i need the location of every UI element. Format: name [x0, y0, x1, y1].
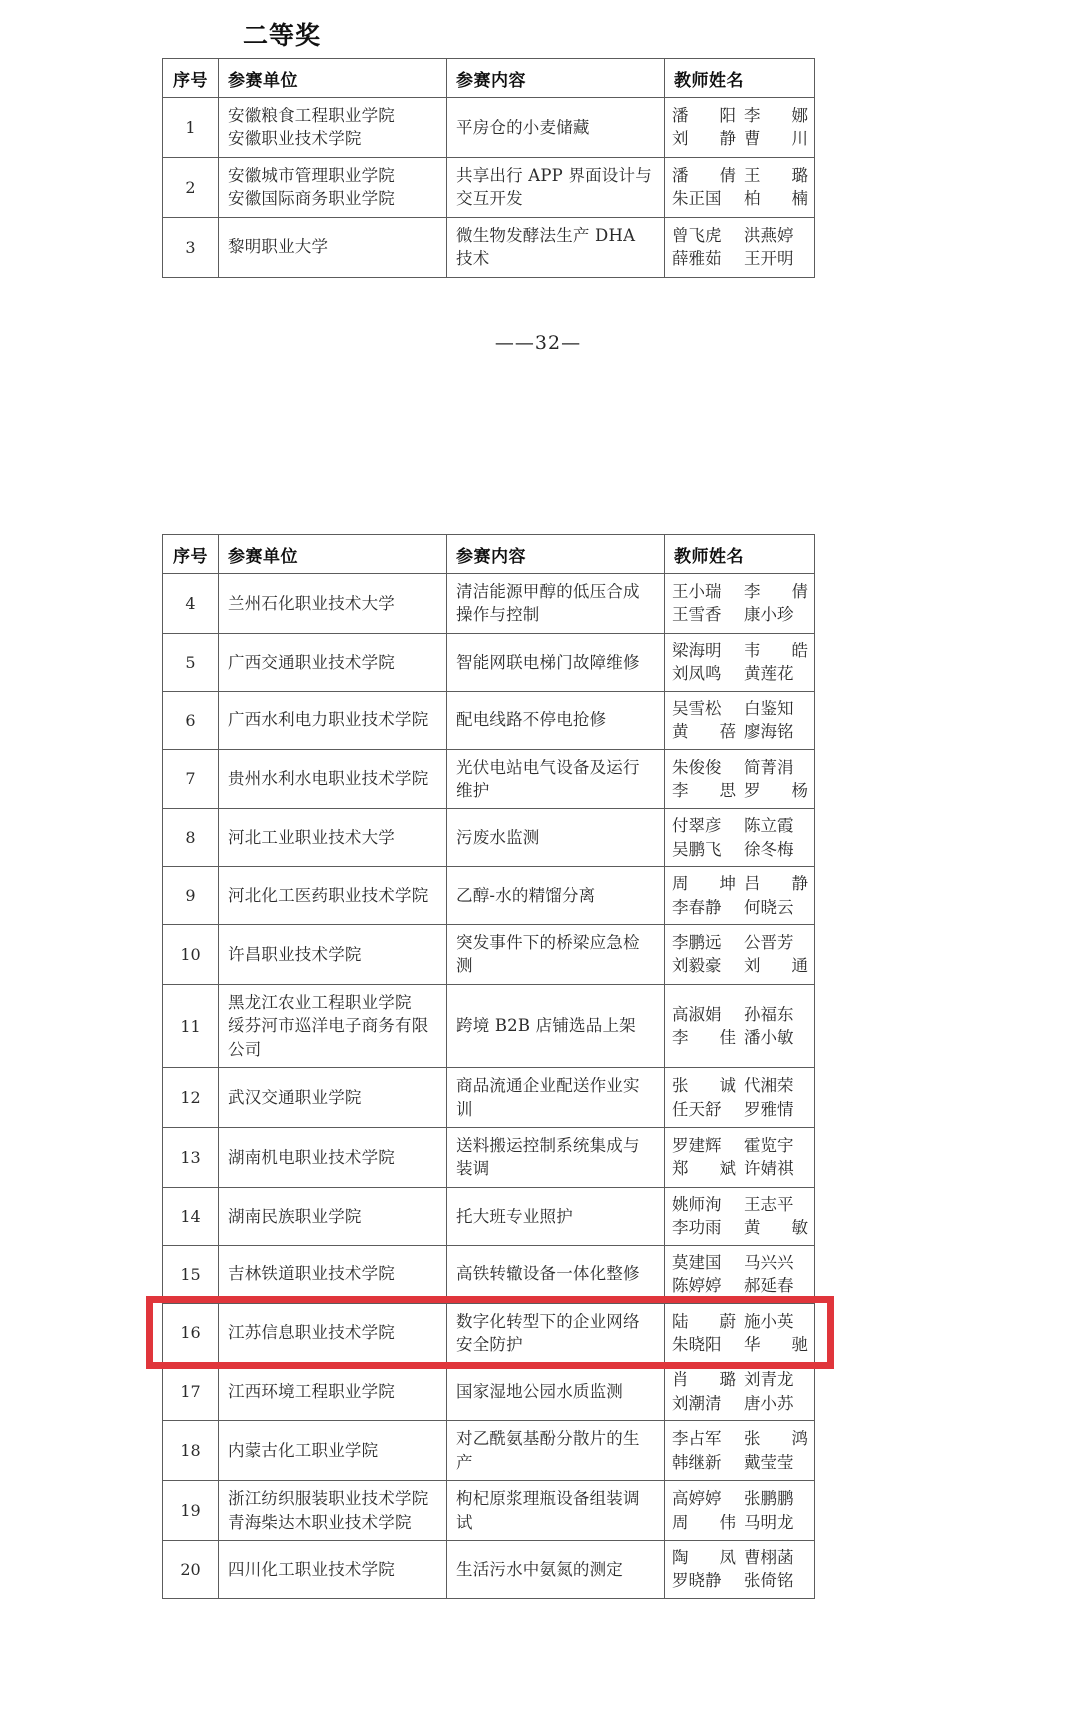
- cell-content: 光伏电站电气设备及运行维护: [447, 749, 665, 809]
- cell-teachers: 付翠彦 陈立霞 吴鹏飞 徐冬梅: [665, 809, 815, 867]
- cell-teachers: 周 坤 吕 静 李春静 何晓云: [665, 867, 815, 925]
- table-row: [163, 1421, 815, 1481]
- cell-content: 配电线路不停电抢修: [447, 691, 665, 749]
- cell-teachers: 王小瑞 李 倩 王雪香 康小珍: [665, 574, 815, 634]
- cell-unit: 安徽城市管理职业学院 安徽国际商务职业学院: [219, 157, 447, 217]
- header-cell-content: 参赛内容: [447, 535, 665, 574]
- cell-index: 3: [163, 217, 219, 277]
- table-row: [163, 749, 815, 809]
- cell-teachers: 莫建国 马兴兴 陈婷婷 郝延春: [665, 1245, 815, 1303]
- cell-content: 微生物发酵法生产 DHA 技术: [447, 217, 665, 277]
- cell-unit: 河北工业职业技术大学: [219, 809, 447, 867]
- cell-content: 托大班专业照护: [447, 1187, 665, 1245]
- cell-content: 共享出行 APP 界面设计与交互开发: [447, 157, 665, 217]
- cell-content: 生活污水中氨氮的测定: [447, 1540, 665, 1598]
- cell-index: 7: [163, 749, 219, 809]
- cell-index: 17: [163, 1363, 219, 1421]
- cell-unit: 吉林铁道职业技术学院: [219, 1245, 447, 1303]
- cell-content: 送料搬运控制系统集成与装调: [447, 1128, 665, 1188]
- cell-unit: 浙江纺织服装职业技术学院 青海柴达木职业技术学院: [219, 1481, 447, 1541]
- cell-unit: 河北化工医药职业技术学院: [219, 867, 447, 925]
- header-cell-unit: 参赛单位: [219, 535, 447, 574]
- cell-index: 2: [163, 157, 219, 217]
- cell-index: 11: [163, 984, 219, 1067]
- header-cell-teachers: 教师姓名: [665, 59, 815, 98]
- cell-teachers: 陆 蔚 施小英 朱晓阳 华 驰: [665, 1303, 815, 1363]
- cell-unit: 兰州石化职业技术大学: [219, 574, 447, 634]
- cell-index: 18: [163, 1421, 219, 1481]
- cell-teachers: 李鹏远 公晋芳 刘毅豪 刘 通: [665, 925, 815, 985]
- table-row: [163, 1187, 815, 1245]
- table-row: [163, 867, 815, 925]
- cell-index: 12: [163, 1068, 219, 1128]
- table-row: [163, 1540, 815, 1598]
- table-row: [163, 1481, 815, 1541]
- table-header-row: [163, 535, 815, 574]
- cell-teachers: 潘 倩 王 璐 朱正国 柏 楠: [665, 157, 815, 217]
- header-cell-index: 序号: [163, 535, 219, 574]
- cell-content: 枸杞原浆理瓶设备组装调试: [447, 1481, 665, 1541]
- table-row: [163, 1128, 815, 1188]
- cell-teachers: 曾飞虎 洪燕婷 薛雅茹 王开明: [665, 217, 815, 277]
- cell-unit: 黑龙江农业工程职业学院 绥芬河市巡洋电子商务有限 公司: [219, 984, 447, 1067]
- cell-content: 平房仓的小麦储藏: [447, 98, 665, 158]
- cell-unit: 内蒙古化工职业学院: [219, 1421, 447, 1481]
- cell-teachers: 朱俊俊 简菁涓 李 思 罗 杨: [665, 749, 815, 809]
- cell-index: 10: [163, 925, 219, 985]
- cell-content: 跨境 B2B 店铺选品上架: [447, 984, 665, 1067]
- cell-teachers: 姚师洵 王志平 李功雨 黄 敏: [665, 1187, 815, 1245]
- cell-content: 突发事件下的桥梁应急检测: [447, 925, 665, 985]
- cell-index: 16: [163, 1303, 219, 1363]
- cell-unit: 江苏信息职业技术学院: [219, 1303, 447, 1363]
- cell-content: 商品流通企业配送作业实训: [447, 1068, 665, 1128]
- cell-content: 乙醇-水的精馏分离: [447, 867, 665, 925]
- table-header-row: [163, 59, 815, 98]
- cell-index: 1: [163, 98, 219, 158]
- table-row: [163, 809, 815, 867]
- cell-teachers: 吴雪松 白鉴知 黄 蓓 廖海铭: [665, 691, 815, 749]
- table-row: [163, 691, 815, 749]
- table-row: [163, 633, 815, 691]
- cell-content: 污废水监测: [447, 809, 665, 867]
- table-row: [163, 1363, 815, 1421]
- table-row: [163, 1303, 815, 1363]
- cell-unit: 安徽粮食工程职业学院 安徽职业技术学院: [219, 98, 447, 158]
- award-table-first: [162, 58, 815, 278]
- cell-unit: 湖南民族职业学院: [219, 1187, 447, 1245]
- cell-teachers: 高婷婷 张鹏鹏 周 伟 马明龙: [665, 1481, 815, 1541]
- cell-index: 15: [163, 1245, 219, 1303]
- cell-unit: 许昌职业技术学院: [219, 925, 447, 985]
- cell-teachers: 高淑娟 孙福东 李 佳 潘小敏: [665, 984, 815, 1067]
- award-table-second: [162, 534, 815, 1599]
- cell-content: 数字化转型下的企业网络安全防护: [447, 1303, 665, 1363]
- cell-teachers: 李占军 张 鸿 韩继新 戴莹莹: [665, 1421, 815, 1481]
- cell-unit: 武汉交通职业学院: [219, 1068, 447, 1128]
- header-cell-unit: 参赛单位: [219, 59, 447, 98]
- cell-unit: 广西水利电力职业技术学院: [219, 691, 447, 749]
- cell-content: 对乙酰氨基酚分散片的生产: [447, 1421, 665, 1481]
- header-cell-content: 参赛内容: [447, 59, 665, 98]
- table-row: [163, 984, 815, 1067]
- cell-unit: 黎明职业大学: [219, 217, 447, 277]
- table-row: [163, 157, 815, 217]
- cell-content: 智能网联电梯门故障维修: [447, 633, 665, 691]
- table-row: [163, 217, 815, 277]
- cell-teachers: 梁海明 韦 皓 刘凤鸣 黄莲花: [665, 633, 815, 691]
- cell-unit: 江西环境工程职业学院: [219, 1363, 447, 1421]
- table-row: [163, 574, 815, 634]
- cell-teachers: 潘 阳 李 娜 刘 静 曹 川: [665, 98, 815, 158]
- table-row: [163, 1068, 815, 1128]
- table-row: [163, 98, 815, 158]
- header-cell-teachers: 教师姓名: [665, 535, 815, 574]
- cell-content: 清洁能源甲醇的低压合成操作与控制: [447, 574, 665, 634]
- table-row: [163, 1245, 815, 1303]
- section-title: 二等奖: [243, 21, 322, 50]
- header-cell-index: 序号: [163, 59, 219, 98]
- cell-index: 14: [163, 1187, 219, 1245]
- page-folio: ——32—: [494, 332, 582, 354]
- cell-index: 13: [163, 1128, 219, 1188]
- cell-teachers: 张 诚 代湘荣 任天舒 罗雅情: [665, 1068, 815, 1128]
- cell-index: 20: [163, 1540, 219, 1598]
- cell-unit: 四川化工职业技术学院: [219, 1540, 447, 1598]
- cell-unit: 贵州水利水电职业技术学院: [219, 749, 447, 809]
- cell-unit: 湖南机电职业技术学院: [219, 1128, 447, 1188]
- cell-index: 8: [163, 809, 219, 867]
- cell-content: 高铁转辙设备一体化整修: [447, 1245, 665, 1303]
- cell-teachers: 肖 璐 刘青龙 刘潮清 唐小苏: [665, 1363, 815, 1421]
- cell-index: 4: [163, 574, 219, 634]
- cell-teachers: 罗建辉 霍览宇 郑 斌 许婧祺: [665, 1128, 815, 1188]
- cell-index: 6: [163, 691, 219, 749]
- cell-content: 国家湿地公园水质监测: [447, 1363, 665, 1421]
- cell-unit: 广西交通职业技术学院: [219, 633, 447, 691]
- table-row: [163, 925, 815, 985]
- cell-index: 5: [163, 633, 219, 691]
- cell-index: 19: [163, 1481, 219, 1541]
- cell-teachers: 陶 凤 曹栩菡 罗晓静 张倚铭: [665, 1540, 815, 1598]
- cell-index: 9: [163, 867, 219, 925]
